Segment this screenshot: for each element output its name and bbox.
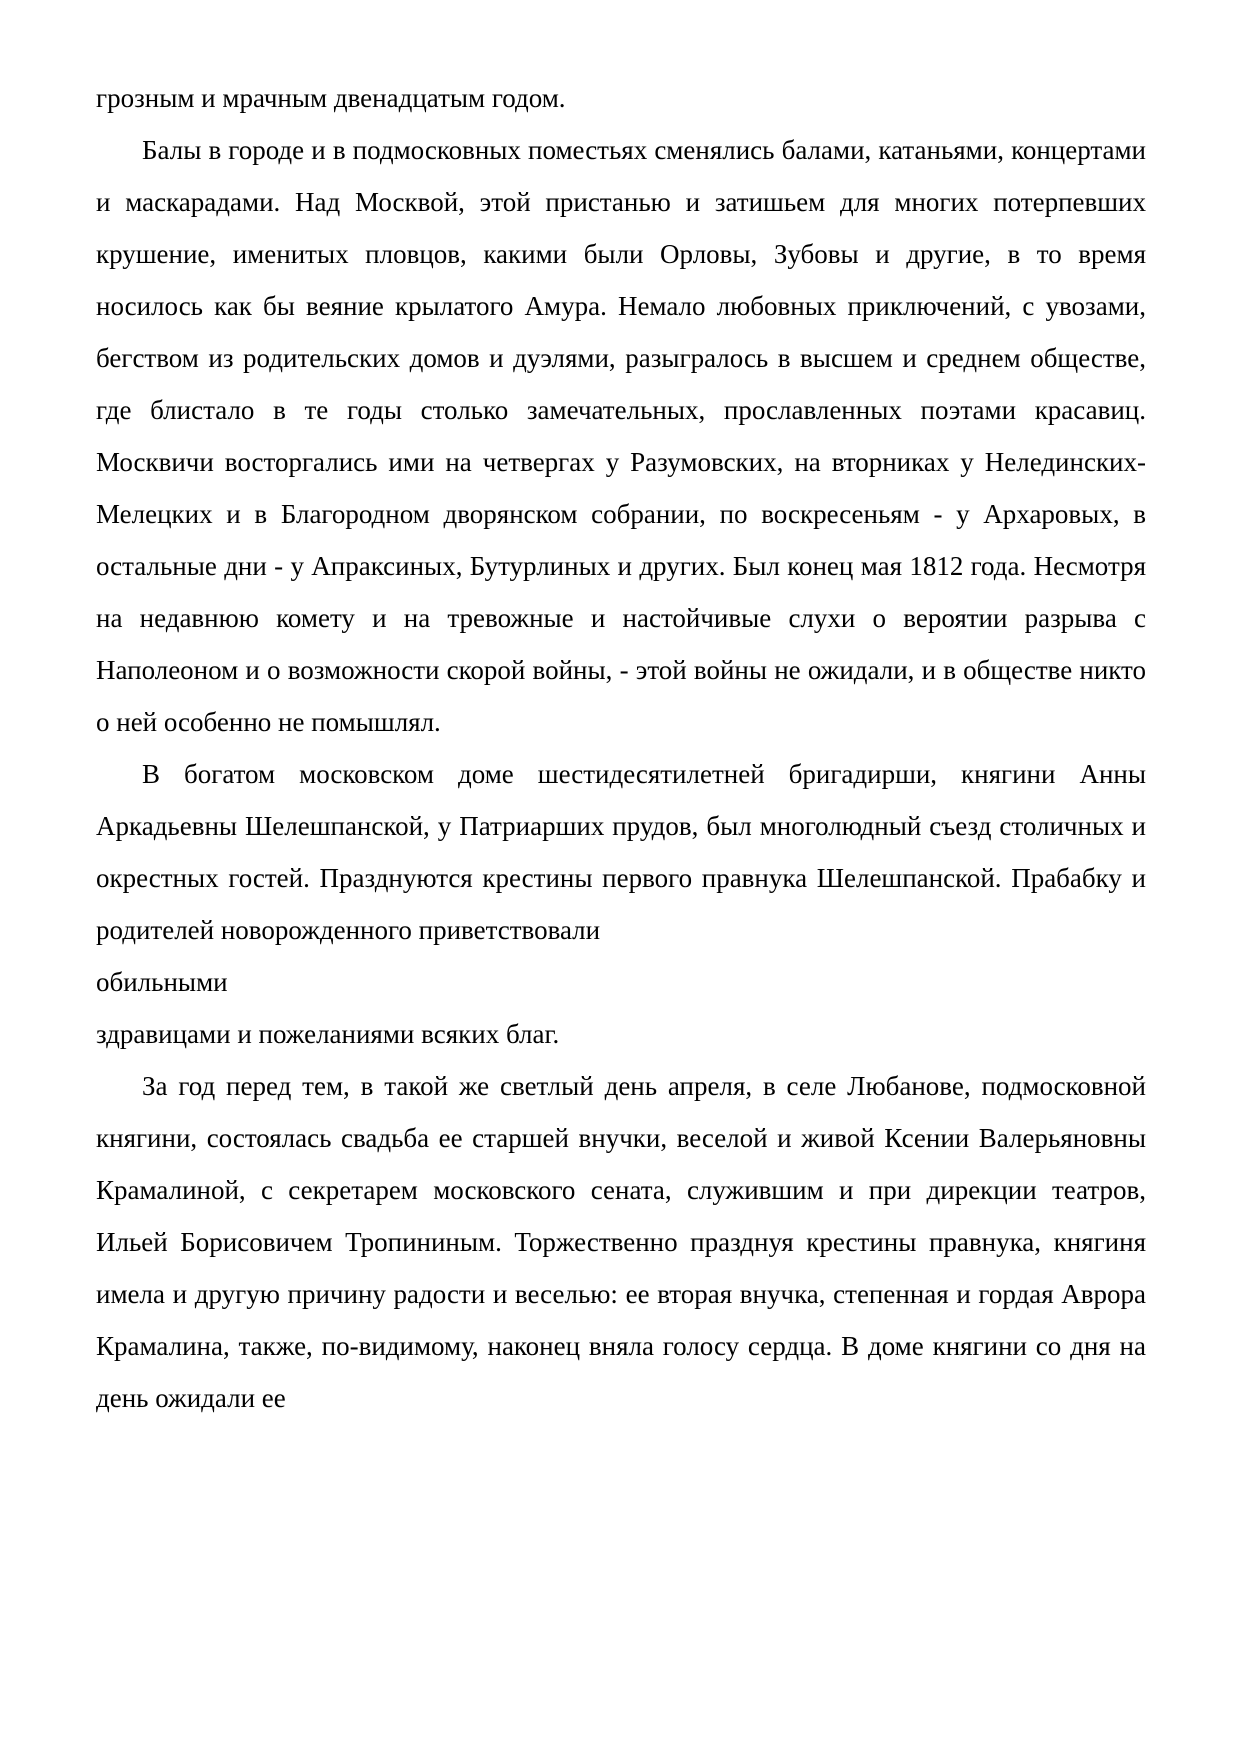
document-text-body	[96, 72, 1146, 1424]
paragraph-2: Балы в городе и в подмосковных поместьях сменялись балами, катаньями, концертами и маскарадами. Над Москвой, этой пристанью и затишьем для многих потерпевших крушение, именитых пловцов, какими были Орловы, Зубовы и другие, в то время носилось как бы веяние крылатого Амура. Немало любовных приключений, с увозами, бегством из родительских домов и дуэлями, разыгралось в высшем и среднем обществе, где блистало в те годы столько замечательных, прославленных поэтами красавиц. Москвичи восторгались ими на четвергах у Разумовских, на вторниках у Нелединских-Мелецких и в Благородном дворянском собрании, по воскресеньям - у Архаровых, в остальные дни - у Апраксиных, Бутурлиных и других. Был конец мая 1812 года. Несмотря на недавнюю комету и на тревожные и настойчивые слухи о вероятии разрыва с Наполеоном и о возможности скорой войны, - этой войны не ожидали, и в обществе никто о ней особенно не помышлял.	[96, 135, 1146, 737]
paragraph-4: здравицами и пожеланиями всяких благ.	[96, 1019, 560, 1049]
paragraph-1: грозным и мрачным двенадцатым годом.	[96, 83, 566, 113]
paragraph-3: В богатом московском доме шестидесятилетней бригадирши, княгини Анны Аркадьевны Шелешпанской, у Патриарших прудов, был многолюдный съезд столичных и окрестных гостей. Празднуются крестины первого правнука Шелешпанской. Прабабку и родителей новорожденного приветствовали	[96, 759, 1146, 945]
paragraph-3-trailing-fragment: обильными	[96, 967, 228, 997]
paragraph-5: За год перед тем, в такой же светлый день апреля, в селе Любанове, подмосковной княгини, состоялась свадьба ее старшей внучки, веселой и живой Ксении Валерьяновны Крамалиной, с секретарем московского сената, служившим и при дирекции театров, Ильей Борисовичем Тропининым. Торжественно празднуя крестины правнука, княгиня имела и другую причину радости и веселью: ее вторая внучка, степенная и гордая Аврора Крамалина, также, по-видимому, наконец вняла голосу сердца. В доме княгини со дня на день ожидали ее	[96, 1071, 1146, 1413]
